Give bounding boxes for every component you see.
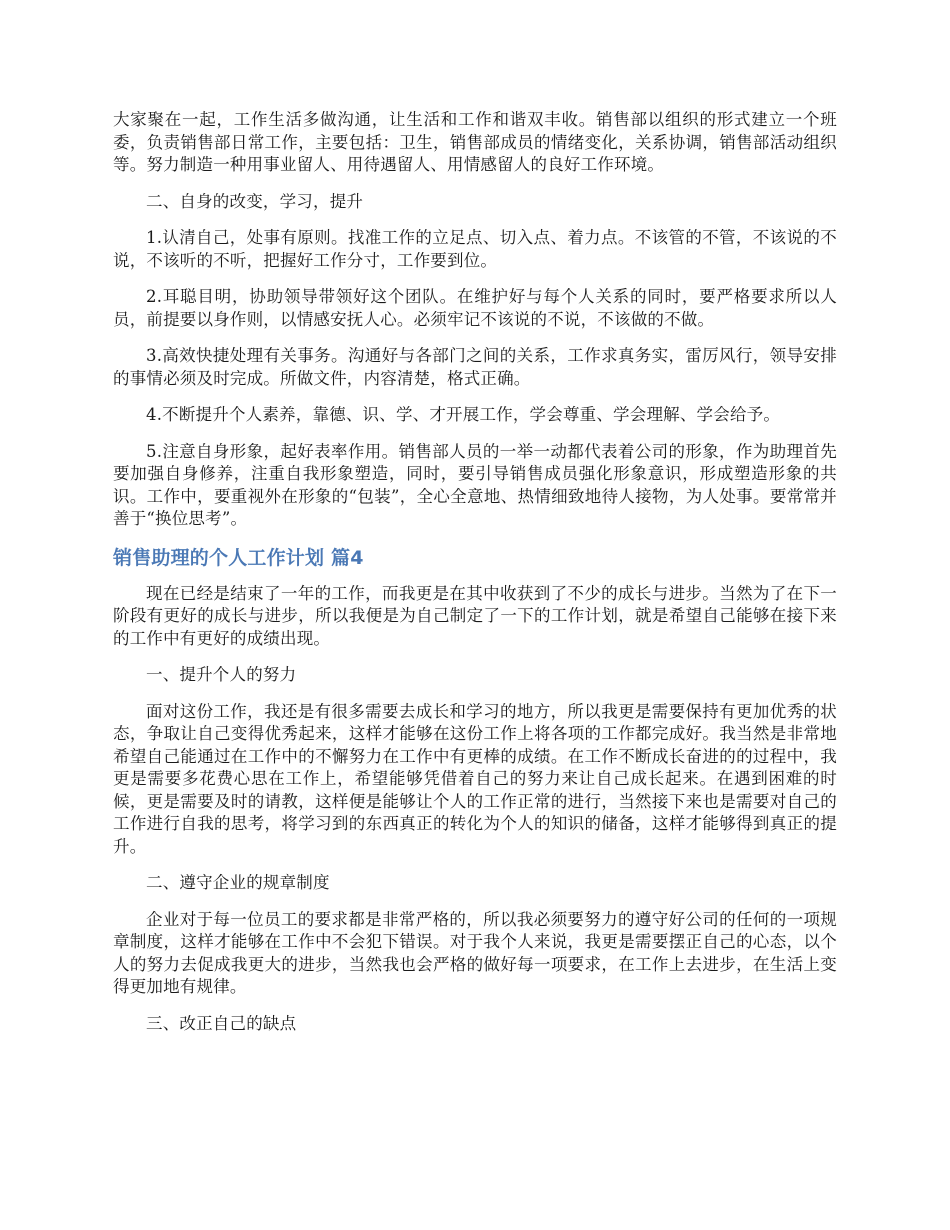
list-item-3: 3.高效快捷处理有关事务。沟通好与各部门之间的关系，工作求真务实，雷厉风行，领导安排的事情必须及时完成。所做文件，内容清楚，格式正确。 xyxy=(113,346,837,388)
section-heading-self-improvement: 二、自身的改变，学习，提升 xyxy=(146,191,364,211)
section-heading-effort: 一、提升个人的努力 xyxy=(146,665,297,684)
list-item-2: 2.耳聪目明，协助领导带领好这个团队。在维护好与每个人关系的同时，要严格要求所以人员，前提要以身作则，以情感安抚人心。必须牢记不该说的不说，不该做的不做。 xyxy=(113,287,837,329)
intro-paragraph: 现在已经是结束了一年的工作，而我更是在其中收获到了不少的成长与进步。当然为了在下一阶段有更好的成长与进步，所以我便是为自己制定了一下的工作计划，就是希望自己能够在接下来的工作中有更好的成绩出现。 xyxy=(113,583,837,648)
article-title: 销售助理的个人工作计划 篇4 xyxy=(113,546,364,569)
list-item-4: 4.不断提升个人素养，靠德、识、学、才开展工作，学会尊重、学会理解、学会给予。 xyxy=(146,405,781,424)
section-heading-shortcomings: 三、改正自己的缺点 xyxy=(146,1013,297,1033)
document-page xyxy=(113,109,837,1049)
continuation-paragraph: 大家聚在一起，工作生活多做沟通，让生活和工作和谐双丰收。销售部以组织的形式建立一个班委，负责销售部日常工作，主要包括：卫生，销售部成员的情绪变化，关系协调，销售部活动组织等。努力制造一种用事业留人、用待遇留人、用情感留人的良好工作环境。 xyxy=(113,110,837,174)
list-item-1: 1.认清自己，处事有原则。找准工作的立足点、切入点、着力点。不该管的不管，不该说的不说，不该听的不听，把握好工作分寸，工作要到位。 xyxy=(113,228,837,270)
rules-paragraph: 企业对于每一位员工的要求都是非常严格的，所以我必须要努力的遵守好公司的任何的一项规章制度，这样才能够在工作中不会犯下错误。对于我个人来说，我更是需要摆正自己的心态，以个人的努力去促成我更大的进步，当然我也会严格的做好每一项要求，在工作上去进步，在生活上变得更加地有规律。 xyxy=(113,909,837,996)
list-item-5: 5.注意自身形象，起好表率作用。销售部人员的一举一动都代表着公司的形象，作为助理首先要加强自身修养，注重自我形象塑造，同时，要引导销售成员强化形象意识，形成塑造形象的共识。工作中，要重视外在形象的“包装”，全心全意地、热情细致地待人接物，为人处事。要常常并善于“换位思考”。 xyxy=(113,441,837,528)
section-heading-rules: 二、遵守企业的规章制度 xyxy=(146,873,330,892)
effort-paragraph: 面对这份工作，我还是有很多需要去成长和学习的地方，所以我更是需要保持有更加优秀的状态，争取让自己变得优秀起来，这样才能够在这份工作上将各项的工作都完成好。我当然是非常地希望自己能通过在工作中的不懈努力在工作中有更棒的成绩。在工作不断成长奋进的的过程中，我更是需要多花费心思在工作上，希望能够凭借着自己的努力来让自己成长起来。在遇到困难的时候，更是需要及时的请教，这样便是能够让个人的工作正常的进行，当然接下来也是需要对自己的工作进行自我的思考，将学习到的东西真正的转化为个人的知识的储备，这样才能够得到真正的提升。 xyxy=(113,701,837,856)
